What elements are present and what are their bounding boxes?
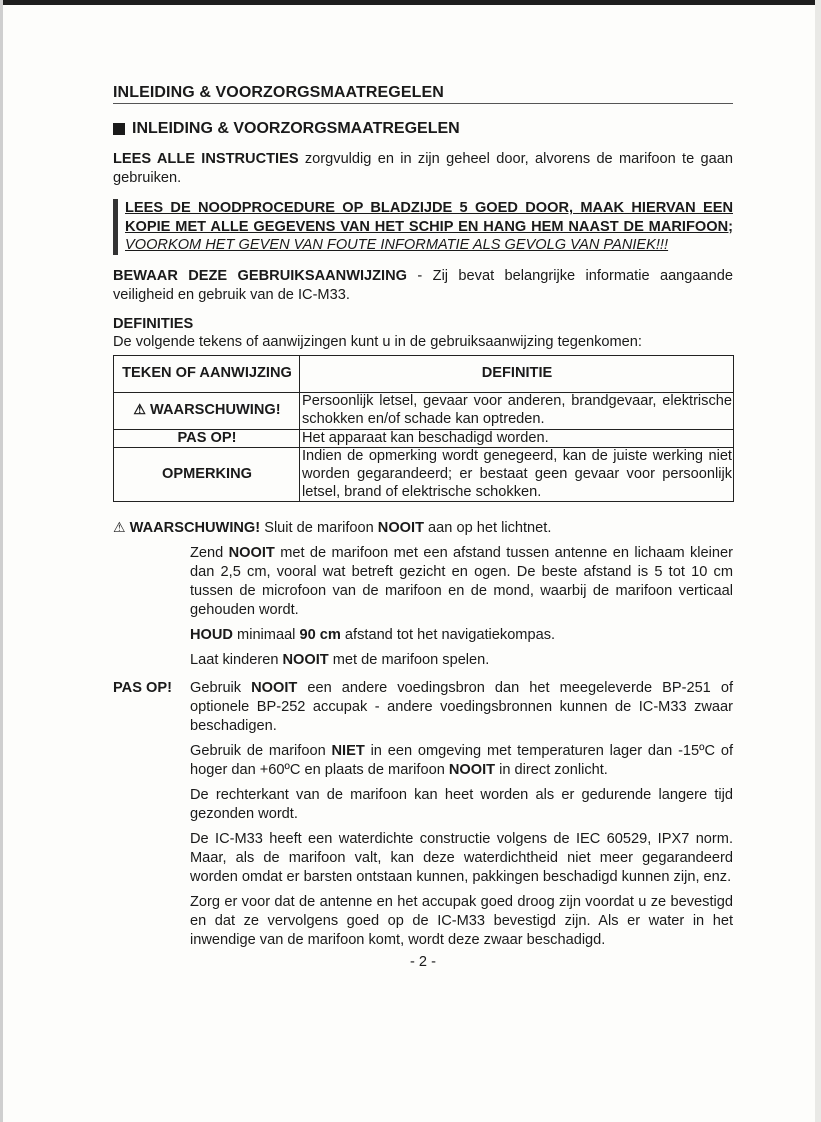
- caution-item: Zorg er voor dat de antenne en het accupak goed droog zijn voordat u ze bevestigd en dat ze vervolgens goed op de IC-M33 bevestigd zijn. Als er water in het inwendige van de marifoon komt, wordt deze zwaar beschadigd.: [190, 894, 733, 949]
- table-row: [114, 448, 734, 502]
- document-page: [113, 84, 733, 970]
- page-left-edge: [0, 0, 3, 1122]
- table-cell-definition: Indien de opmerking wordt genegeerd, kan de juiste werking niet worden gegarandeerd; er bestaat geen gevaar voor persoonlijk letsel, brand of elektrische schokken.: [300, 448, 734, 502]
- square-bullet-icon: [113, 123, 125, 135]
- warning-label: WAARSCHUWING!: [129, 520, 261, 537]
- warning-items: [190, 544, 733, 670]
- item-bold: NOOIT: [228, 545, 275, 562]
- item-bold: NIET: [331, 743, 365, 760]
- warning-bold: NOOIT: [377, 520, 424, 537]
- keep-text: - Zij bevat belangrijke informatie aangaande veiligheid en gebruik van de IC-M33.: [113, 267, 733, 303]
- item-bold: 90 cm: [299, 627, 341, 644]
- item-text: Gebruik: [190, 680, 252, 697]
- item-text: met de marifoon met een afstand tussen antenne en lichaam kleiner dan 2,5 cm, vooral wat betreft gezicht en ogen. De beste afstand is 5 tot 10 cm tussen de microfoon van de marifoon en de mond, waarbij de marifoon verticaal gehouden wordt.: [190, 545, 734, 619]
- warning-item: [190, 626, 733, 645]
- warning-triangle-icon: ⚠: [113, 519, 126, 536]
- warning-text: Sluit de marifoon: [260, 520, 378, 537]
- item-text: in direct zonlicht.: [495, 762, 608, 779]
- item-bold: NOOIT: [448, 762, 496, 779]
- section-title-text: INLEIDING & VOORZORGSMAATREGELEN: [132, 120, 460, 137]
- warning-text: aan op het lichtnet.: [424, 520, 552, 537]
- table-row: [114, 429, 734, 448]
- page-number: - 2 -: [410, 954, 436, 971]
- definitions-heading: DEFINITIES: [113, 315, 194, 332]
- caution-item: [190, 742, 733, 780]
- emergency-notice: [113, 199, 733, 255]
- caution-item: [190, 679, 733, 736]
- item-text: met de marifoon spelen.: [328, 652, 490, 669]
- table-row: [114, 392, 734, 429]
- table-cell-definition: Het apparaat kan beschadigd worden.: [300, 429, 734, 448]
- definitions-table: [113, 355, 734, 502]
- caution-block: [113, 679, 733, 950]
- caution-item: De rechterkant van de marifoon kan heet worden als er gedurende langere tijd gezonden wordt.: [190, 787, 733, 823]
- section-title: [113, 120, 733, 138]
- caution-items: [190, 679, 733, 950]
- emergency-italic: VOORKOM HET GEVEN VAN FOUTE INFORMATIE ALS GEVOLG VAN PANIEK!!!: [125, 237, 669, 254]
- item-text: afstand tot het navigatiekompas.: [340, 627, 556, 644]
- definitions-intro: De volgende tekens of aanwijzingen kunt u in de gebruiksaanwijzing tegenkomen:: [113, 333, 642, 350]
- table-cell-sign: OPMERKING: [114, 448, 300, 502]
- table-cell-sign: [114, 392, 300, 429]
- column-header-definition: DEFINITIE: [300, 355, 734, 392]
- warning-item: [190, 544, 733, 620]
- page-top-edge: [0, 0, 821, 5]
- emergency-bold: LEES DE NOODPROCEDURE OP BLADZIJDE 5 GOED DOOR, MAAK HIERVAN EEN KOPIE MET ALLE GEGEVENS VAN HET SCHIP EN HANG HEM NAAST DE MARIFOON;: [125, 200, 733, 235]
- intro-paragraph: [113, 150, 733, 188]
- column-header-sign: TEKEN OF AANWIJZING: [114, 355, 300, 392]
- keep-manual-paragraph: [113, 267, 733, 305]
- item-text: Laat kinderen: [190, 652, 283, 669]
- keep-bold: BEWAAR DEZE GEBRUIKSAANWIJZING: [113, 267, 408, 284]
- sign-warning: WAARSCHUWING!: [150, 402, 281, 419]
- emergency-text: [125, 199, 733, 255]
- warning-triangle-icon: ⚠: [133, 401, 146, 418]
- item-bold: NOOIT: [251, 680, 298, 697]
- table-header-row: [114, 355, 734, 392]
- item-text: minimaal: [232, 627, 300, 644]
- notice-bar: [113, 199, 118, 255]
- item-text: Gebruik de marifoon: [190, 743, 332, 760]
- item-bold: NOOIT: [282, 652, 329, 669]
- intro-text: zorgvuldig en in zijn geheel door, alvorens de marifoon te gaan gebruiken.: [113, 151, 733, 186]
- warning-first-line: [113, 518, 733, 538]
- item-text: in een omgeving met temperaturen lager dan -15ºC of hoger dan +60ºC en plaats de marifoon: [190, 743, 733, 779]
- warning-item: [190, 651, 733, 670]
- running-header: INLEIDING & VOORZORGSMAATREGELEN: [113, 84, 733, 104]
- item-text: Zend: [190, 545, 229, 562]
- table-cell-sign: PAS OP!: [114, 429, 300, 448]
- table-cell-definition: Persoonlijk letsel, gevaar voor anderen, brandgevaar, elektrische schokken en/of schade kan optreden.: [300, 392, 734, 429]
- item-bold: HOUD: [190, 627, 233, 644]
- intro-bold: LEES ALLE INSTRUCTIES: [113, 151, 299, 167]
- item-text: een andere voedingsbron dan het meegeleverde BP-251 of optionele BP-252 accupak - andere voedingsbronnen kunnen de IC-M33 zwaar beschadigen.: [190, 680, 734, 735]
- caution-label: PAS OP!: [113, 680, 172, 697]
- caution-item: De IC-M33 heeft een waterdichte constructie volgens de IEC 60529, IPX7 norm. Maar, als de marifoon valt, kan deze waterdichtheid niet meer gegarandeerd worden omdat er barsten ontstaan kunnen, pakkingen beschadigd kunnen zijn, enz.: [190, 831, 733, 886]
- page-right-edge: [815, 0, 821, 1122]
